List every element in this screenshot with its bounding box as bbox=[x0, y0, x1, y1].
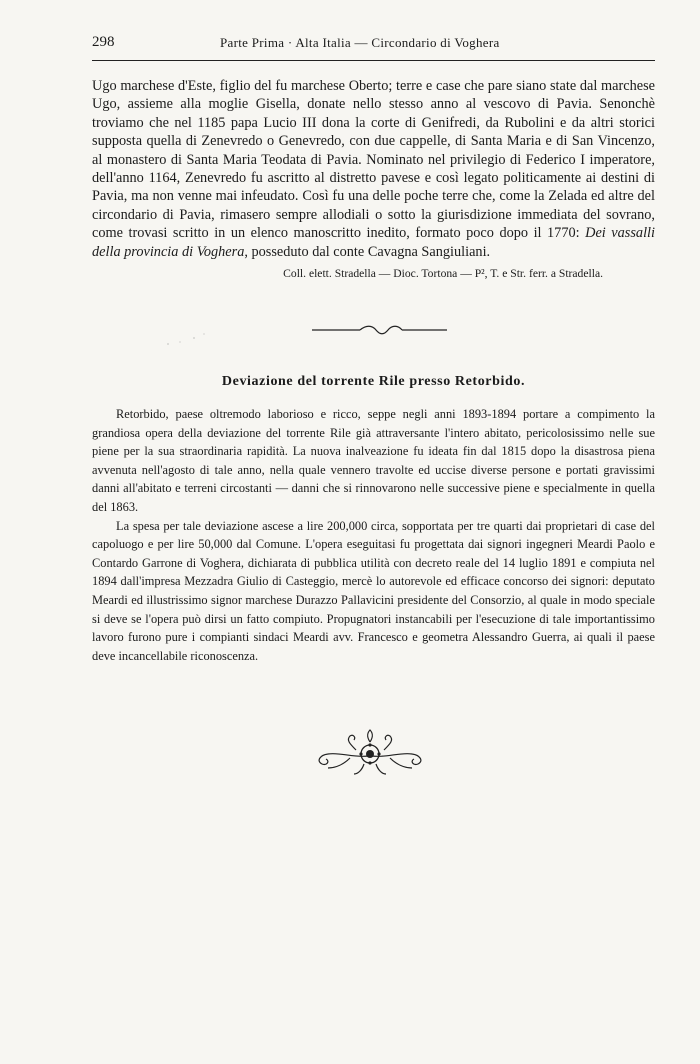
header-rule bbox=[92, 60, 655, 61]
ornamental-rule-icon bbox=[312, 324, 447, 336]
continued-paragraph bbox=[92, 77, 655, 261]
page-header bbox=[92, 34, 655, 54]
collegio-line: Coll. elett. Stradella — Dioc. Tortona — P², T. e Str. ferr. a Stradella. bbox=[283, 267, 603, 281]
paragraph-text: Ugo marchese d'Este, figlio del fu marchese Oberto; terre e case che pare siano state dal marchese Ugo, assieme alla moglie Gisella, donate nello stesso anno al vescovo di Pavia. Senonchè troviamo che nel 1185 papa Lucio III dona la corte di Genifredi, da Rubolini e da altri storici supposta quella di Zenevredo o Genevredo, con due cappelle, di Santa Maria e di San Vincenzo, al monastero di Santa Maria Teodata di Pavia. Nominato nel privilegio di Federico I imperatore, dell'anno 1164, Zenevredo fu ascritto al distretto pavese e così legato politicamente ai destini di Pavia, ma non venne mai infeudato. Così fu una delle poche terre che, come la Zelada ed altre del circondario di Pavia, rimasero sempre allodiali o sotto la giurisdizione immediata del sovrano, come trovasi scritto in un elenco manoscritto inedito, formato poco dopo il 1770: bbox=[92, 78, 655, 242]
section-body bbox=[92, 405, 655, 665]
paper-speckle-icon bbox=[160, 330, 220, 350]
running-title: Parte Prima · Alta Italia — Circondario di Voghera bbox=[220, 35, 500, 50]
section-paragraph-1: Retorbido, paese oltremodo laborioso e ricco, seppe negli anni 1893-1894 portare a compimento la grandiosa opera della deviazione del torrente Rile già attraversante l'intero abitato, pericolosissimo nelle sue piene per la sua straordinaria rapidità. La nuova inalveazione fu ideata fin dal 1815 dopo la disastrosa piena avvenuta nell'agosto di tale anno, nella quale vennero travolte ed uccise diverse persone e portati gravissimi danni all'abitato e terreni circostanti — danni che si rinnovarono nelle successive piene e specialmente in quella del 1863. bbox=[92, 407, 655, 514]
floral-vignette-icon bbox=[310, 728, 430, 778]
section-paragraph-2: La spesa per tale deviazione ascese a lire 200,000 circa, sopportata per tre quarti dai proprietari di case del capoluogo e per lire 50,000 dal Comune. L'opera eseguitasi fu progettata dai signori ingegneri Meardi Paolo e Contardo Garrone di Voghera, dichiarata di pubblica utilità con decreto reale del 14 luglio 1891 e compiuta nel 1894 dall'impresa Mezzadra Giulio di Casteggio, mercè lo autorevole ed efficace concorso dei signori: deputato Meardi ed illustrissimo signor marchese Durazzo Pallavicini presidente del Consorzio, al quale in modo speciale si deve se l'opera può dirsi un fatto compiuto. Propugnatori instancabili per l'esecuzione di tale importantissimo lavoro furono pure i compianti sindaci Meardi avv. Francesco e geometra Alessandro Guerra, ai quali il paese deve incancellabile riconoscenza. bbox=[92, 518, 655, 663]
paragraph-text-end: , posseduto dal conte Cavagna Sangiuliani. bbox=[244, 243, 491, 260]
section-title: Deviazione del torrente Rile presso Retorbido. bbox=[221, 374, 526, 389]
page-number: 298 bbox=[92, 34, 115, 50]
continued-text-block bbox=[92, 77, 655, 283]
manuscript-title: Dei vassalli della provincia di Voghera bbox=[92, 225, 655, 260]
